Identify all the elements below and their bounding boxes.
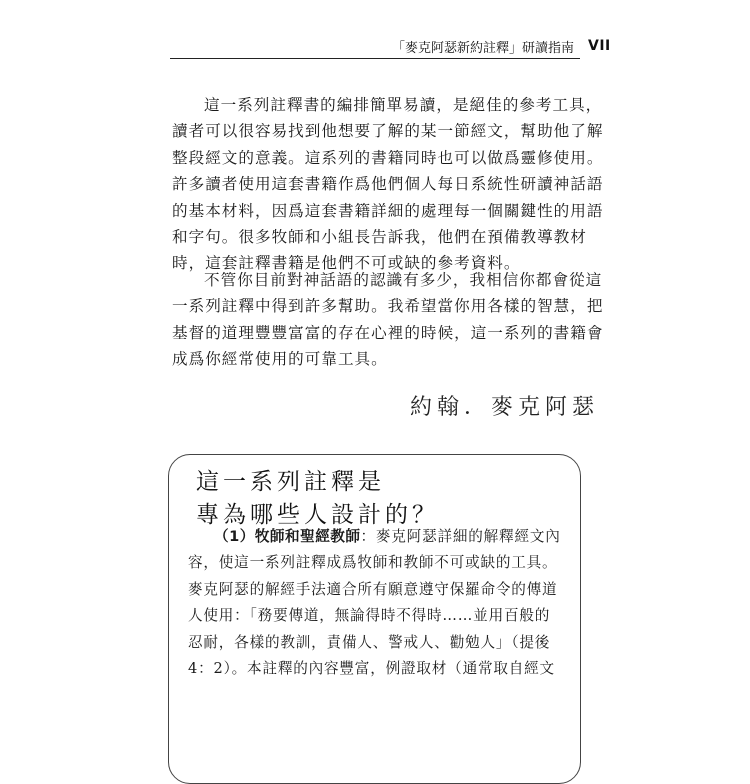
item-text: ：麥克阿瑟詳細的解釋經文內 xyxy=(360,528,561,545)
text-line: 容，使這一系列註釋成爲牧師和教師不可或缺的工具。 xyxy=(188,554,558,572)
callout-first-line xyxy=(188,524,568,550)
text-line: 和字句。很多牧師和小組長告訴我，他們在預備教導教材 xyxy=(172,228,587,247)
author-signature: 約翰．麥克阿瑟 xyxy=(410,395,600,420)
text-line: 整段經文的意義。這系列的書籍同時也可以做爲靈修使用。 xyxy=(172,148,604,167)
text-line: 不管你目前對神話語的認識有多少，我相信你都會從這 xyxy=(204,271,603,289)
text-line: 時，這套註釋書籍是他們不可或缺的參考資料。 xyxy=(172,254,521,273)
callout-title-line: 這一系列註釋是 xyxy=(196,469,385,495)
callout-title-line: 專為哪些人設計的？ xyxy=(196,502,439,528)
item-label: （1）牧師和聖經教師 xyxy=(214,528,361,545)
preface-paragraph-1 xyxy=(172,92,604,277)
text-line: 基督的道理豐豐富富的存在心裡的時候，這一系列的書籍會 xyxy=(172,323,604,342)
header-rule xyxy=(170,58,580,59)
text-line: 讀者可以很容易找到他想要了解的某一節經文，幫助他了解 xyxy=(172,122,604,141)
text-line: 的基本材料，因爲這套書籍詳細的處理每一個關鍵性的用語 xyxy=(172,201,604,220)
text-line: 許多讀者使用這套書籍作爲他們個人每日系統性研讀神話語 xyxy=(172,175,604,194)
text-line: 麥克阿瑟的解經手法適合所有願意遵守保羅命令的傳道 xyxy=(188,580,558,598)
text-line: 這一系列註釋書的編排簡單易讀，是絕佳的參考工具， xyxy=(204,96,603,114)
text-line: 一系列註釋中得到許多幫助。我希望當你用各樣的智慧，把 xyxy=(172,297,604,316)
preface-paragraph-2 xyxy=(172,267,604,373)
running-header-title: 「麥克阿瑟新約註釋」研讀指南 xyxy=(392,40,575,56)
running-header xyxy=(392,36,611,56)
text-line: 忍耐，各樣的教訓，責備人、警戒人、勸勉人」（提後 xyxy=(188,633,551,651)
text-line: 4：2）。本註釋的內容豐富，例證取材（通常取自經文 xyxy=(188,660,555,678)
callout-body xyxy=(188,524,568,682)
callout-title xyxy=(196,466,439,532)
text-line: 人使用：「務要傳道，無論得時不得時……並用百般的 xyxy=(188,607,551,625)
page-number: VII xyxy=(588,38,611,54)
text-line: 成爲你經常使用的可靠工具。 xyxy=(172,350,388,369)
